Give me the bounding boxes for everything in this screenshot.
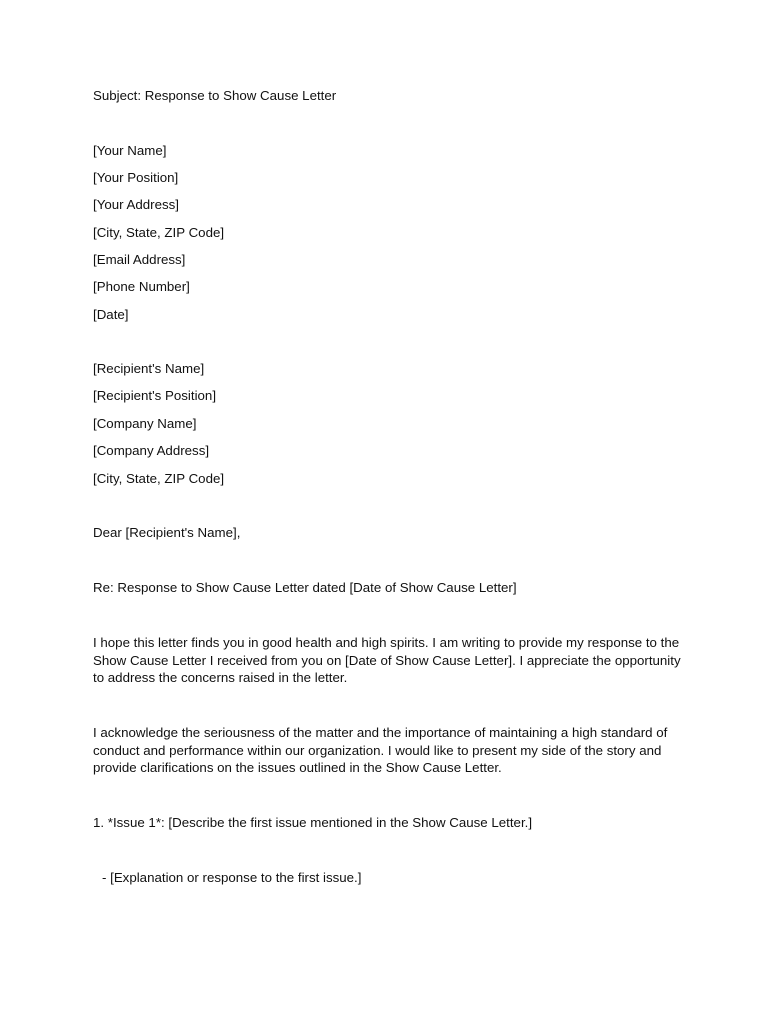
paragraph-intro (93, 634, 683, 687)
issue-1-response: - [Explanation or response to the first issue.] (102, 870, 362, 885)
sender-phone: [Phone Number] (93, 279, 190, 294)
company-name: [Company Name] (93, 416, 197, 431)
sender-city-state-zip: [City, State, ZIP Code] (93, 225, 225, 240)
paragraph-intro-line: Show Cause Letter I received from you on [Date of Show Cause Letter]. I appreciate the opportunity (93, 652, 681, 668)
issue-1: 1. *Issue 1*: [Describe the first issue mentioned in the Show Cause Letter.] (93, 815, 533, 830)
recipient-position: [Recipient's Position] (93, 388, 217, 403)
paragraph-acknowledgement (93, 724, 683, 777)
paragraph-acknowledgement-line: I acknowledge the seriousness of the matter and the importance of maintaining a high standard of (93, 725, 668, 740)
sender-name: [Your Name] (93, 143, 167, 158)
paragraph-acknowledgement-line: provide clarifications on the issues outlined in the Show Cause Letter. (93, 760, 502, 776)
paragraph-intro-line: I hope this letter finds you in good health and high spirits. I am writing to provide my response to the (93, 635, 680, 650)
sender-position: [Your Position] (93, 170, 179, 185)
subject-line: Subject: Response to Show Cause Letter (93, 88, 337, 103)
re-line: Re: Response to Show Cause Letter dated [Date of Show Cause Letter] (93, 580, 517, 595)
recipient-city-state-zip: [City, State, ZIP Code] (93, 471, 225, 486)
recipient-name: [Recipient's Name] (93, 361, 205, 376)
letter-date: [Date] (93, 307, 129, 322)
salutation: Dear [Recipient's Name], (93, 525, 241, 540)
paragraph-intro-line: to address the concerns raised in the letter. (93, 670, 348, 686)
company-address: [Company Address] (93, 443, 210, 458)
paragraph-acknowledgement-line: conduct and performance within our organization. I would like to present my side of the story and (93, 742, 662, 758)
sender-email: [Email Address] (93, 252, 186, 267)
sender-address: [Your Address] (93, 197, 179, 212)
